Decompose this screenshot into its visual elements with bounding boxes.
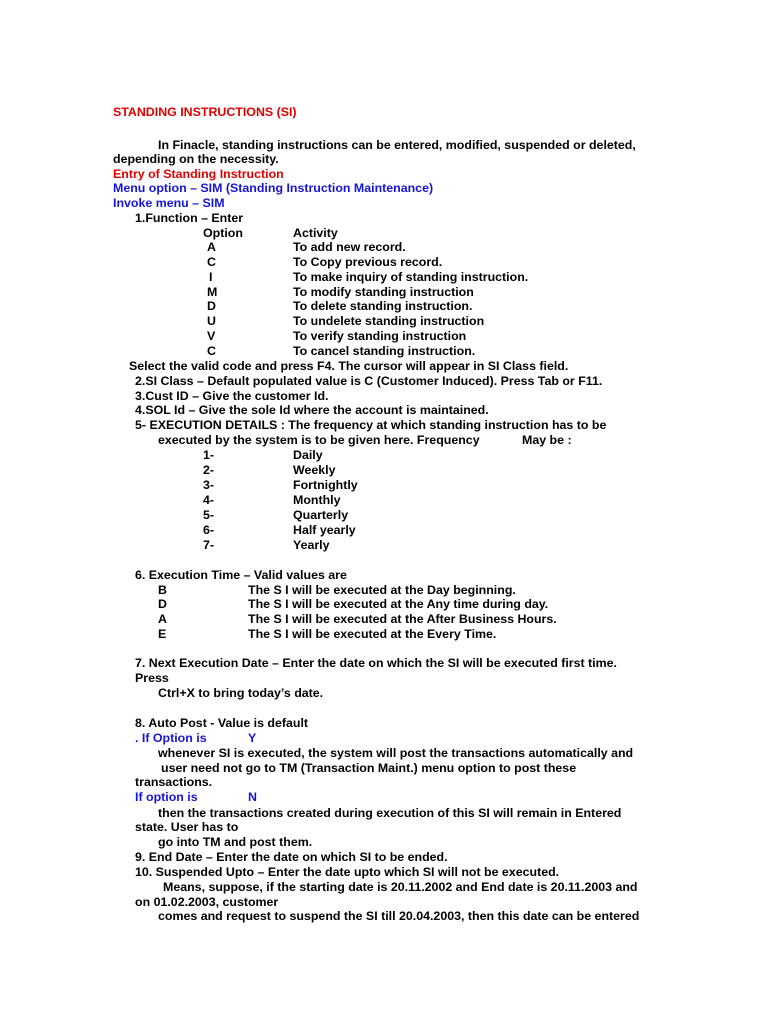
n-description-line-3: go into TM and post them. bbox=[158, 835, 313, 849]
option-activity: To add new record. bbox=[293, 240, 406, 254]
frequency-number: 7- bbox=[203, 538, 215, 552]
option-activity: To modify standing instruction bbox=[293, 285, 474, 299]
auto-post-line: 8. Auto Post - Value is default bbox=[135, 716, 309, 730]
means-line-1: Means, suppose, if the starting date is 20.11.2002 and End date is 20.11.2003 and bbox=[163, 880, 638, 894]
option-code: M bbox=[207, 285, 218, 299]
frequency-label: Half yearly bbox=[293, 523, 356, 537]
y-description-line-1: whenever SI is executed, the system will post the transactions automatically and bbox=[158, 746, 634, 760]
next-execution-line-2: Press bbox=[135, 671, 169, 685]
execution-details-line-1: 5- EXECUTION DETAILS : The frequency at which standing instruction has to be bbox=[135, 418, 607, 432]
si-class-line: 2.SI Class – Default populated value is C (Customer Induced). Press Tab or F11. bbox=[135, 374, 603, 388]
frequency-number: 3- bbox=[203, 478, 215, 492]
frequency-label: Fortnightly bbox=[293, 478, 358, 492]
frequency-number: 2- bbox=[203, 463, 215, 477]
frequency-label: Weekly bbox=[293, 463, 336, 477]
next-execution-line-3: Ctrl+X to bring today’s date. bbox=[158, 686, 324, 700]
cust-id-line: 3.Cust ID – Give the customer Id. bbox=[135, 389, 329, 403]
option-activity: To make inquiry of standing instruction. bbox=[293, 270, 529, 284]
option-code: C bbox=[207, 255, 216, 269]
means-line-3: comes and request to suspend the SI till 20.04.2003, then this date can be entered bbox=[158, 909, 640, 923]
sol-id-line: 4.SOL Id – Give the sole Id where the account is maintained. bbox=[135, 403, 489, 417]
option-code: C bbox=[207, 344, 216, 358]
exec-value-desc: The S I will be executed at the After Business Hours. bbox=[248, 612, 557, 626]
menu-option-line: Menu option – SIM (Standing Instruction Maintenance) bbox=[113, 181, 434, 195]
n-description-line-2: state. User has to bbox=[135, 820, 239, 834]
frequency-number: 6- bbox=[203, 523, 215, 537]
option-code: A bbox=[207, 240, 216, 254]
option-activity: To Copy previous record. bbox=[293, 255, 443, 269]
y-description-line-2: user need not go to TM (Transaction Maint.) menu option to post these bbox=[161, 761, 577, 775]
invoke-menu-line: Invoke menu – SIM bbox=[113, 196, 225, 210]
frequency-number: 1- bbox=[203, 448, 215, 462]
means-line-2: on 01.02.2003, customer bbox=[135, 895, 279, 909]
exec-value-code: A bbox=[158, 612, 167, 626]
frequency-label: Yearly bbox=[293, 538, 330, 552]
frequency-label: Monthly bbox=[293, 493, 341, 507]
next-execution-line-1: 7. Next Execution Date – Enter the date on which the SI will be executed first time. bbox=[135, 656, 617, 670]
exec-value-code: E bbox=[158, 627, 167, 641]
exec-value-code: D bbox=[158, 597, 167, 611]
frequency-number: 4- bbox=[203, 493, 215, 507]
exec-value-desc: The S I will be executed at the Every Time. bbox=[248, 627, 497, 641]
frequency-label: Quarterly bbox=[293, 508, 349, 522]
option-code: I bbox=[209, 270, 213, 284]
if-option-n-label: If option is bbox=[135, 790, 198, 804]
option-code: D bbox=[207, 299, 216, 313]
intro-line-2: depending on the necessity. bbox=[113, 152, 279, 166]
execution-time-line: 6. Execution Time – Valid values are bbox=[135, 568, 347, 582]
document-title: STANDING INSTRUCTIONS (SI) bbox=[113, 105, 297, 119]
if-option-n-value: N bbox=[248, 790, 257, 804]
n-description-line-1: then the transactions created during execution of this SI will remain in Entered bbox=[158, 806, 622, 820]
exec-value-code: B bbox=[158, 583, 167, 597]
exec-value-desc: The S I will be executed at the Day beginning. bbox=[248, 583, 516, 597]
entry-heading: Entry of Standing Instruction bbox=[113, 167, 284, 181]
frequency-number: 5- bbox=[203, 508, 215, 522]
frequency-label: Daily bbox=[293, 448, 323, 462]
end-date-line: 9. End Date – Enter the date on which SI to be ended. bbox=[135, 850, 448, 864]
select-code-line: Select the valid code and press F4. The cursor will appear in SI Class field. bbox=[129, 359, 569, 373]
execution-details-line-2: executed by the system is to be given here. Frequency bbox=[158, 433, 480, 447]
intro-line-1: In Finacle, standing instructions can be entered, modified, suspended or deleted, bbox=[158, 138, 636, 152]
option-activity: To undelete standing instruction bbox=[293, 314, 485, 328]
function-enter-line: 1.Function – Enter bbox=[135, 211, 244, 225]
option-column-header: Option bbox=[203, 226, 243, 240]
exec-value-desc: The S I will be executed at the Any time during day. bbox=[248, 597, 549, 611]
option-activity: To verify standing instruction bbox=[293, 329, 467, 343]
if-option-y-label: . If Option is bbox=[135, 731, 207, 745]
y-description-line-3: transactions. bbox=[135, 775, 213, 789]
option-code: U bbox=[207, 314, 216, 328]
may-be-label: May be : bbox=[522, 433, 572, 447]
if-option-y-value: Y bbox=[248, 731, 257, 745]
option-activity: To cancel standing instruction. bbox=[293, 344, 476, 358]
option-code: V bbox=[207, 329, 216, 343]
option-activity: To delete standing instruction. bbox=[293, 299, 473, 313]
suspended-upto-line: 10. Suspended Upto – Enter the date upto which SI will not be executed. bbox=[135, 865, 560, 879]
activity-column-header: Activity bbox=[293, 226, 338, 240]
